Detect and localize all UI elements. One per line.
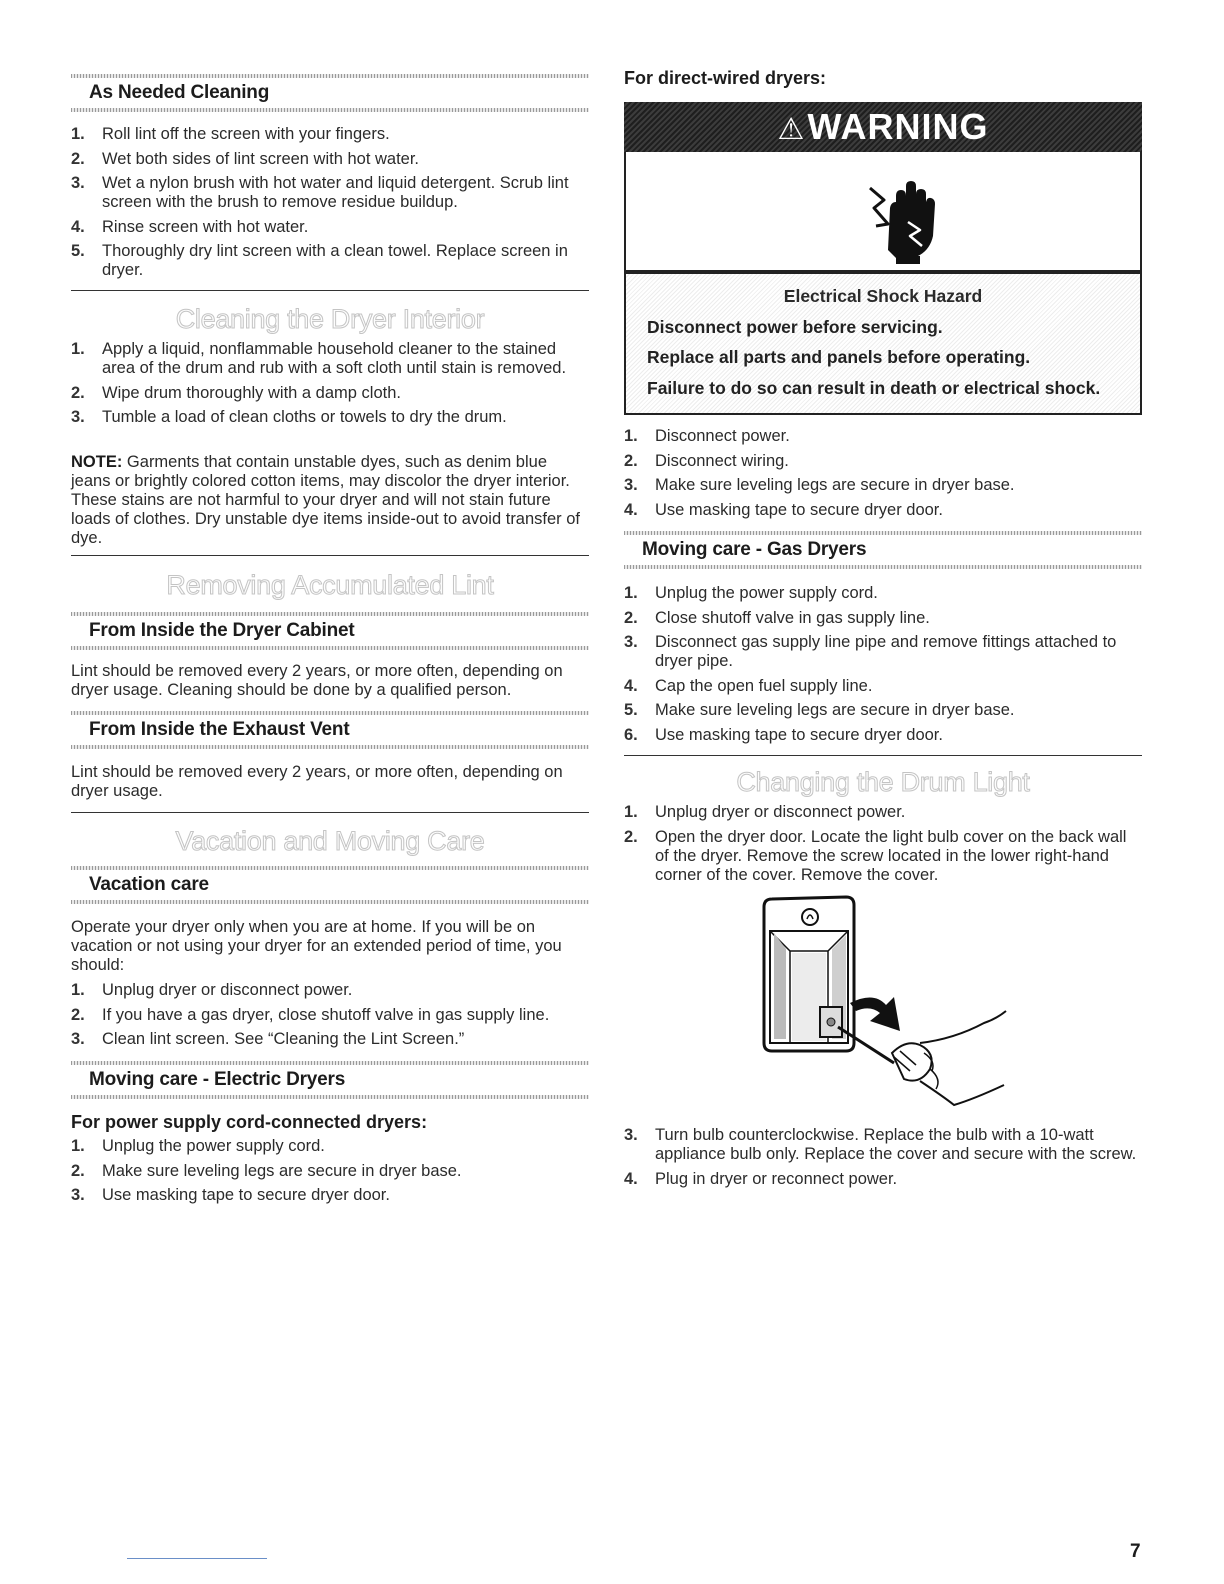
step-item bbox=[71, 1137, 589, 1156]
divider bbox=[624, 755, 1142, 756]
step-item bbox=[624, 633, 1142, 671]
footer-line bbox=[127, 1558, 267, 1559]
step-text: If you have a gas dryer, close shutoff valve in gas supply line. bbox=[102, 1005, 550, 1024]
step-text: Close shutoff valve in gas supply line. bbox=[655, 608, 930, 627]
step-number: 2. bbox=[71, 149, 85, 168]
step-item bbox=[624, 427, 1142, 446]
step-item bbox=[624, 476, 1142, 495]
step-item bbox=[71, 408, 589, 427]
step-text: Make sure leveling legs are secure in dryer base. bbox=[655, 701, 1015, 719]
step-text: Unplug dryer or disconnect power. bbox=[102, 981, 353, 999]
step-text: Use masking tape to secure dryer door. bbox=[655, 725, 943, 744]
interior-title: Cleaning the Dryer Interior bbox=[175, 304, 485, 334]
step-item bbox=[71, 1006, 589, 1025]
step-number: 1. bbox=[624, 803, 638, 821]
step-item bbox=[71, 242, 589, 280]
step-number: 3. bbox=[624, 1126, 638, 1144]
step-number: 3. bbox=[71, 1030, 85, 1048]
step-item bbox=[624, 828, 1142, 885]
step-text: Tumble a load of clean cloths or towels to dry the drum. bbox=[102, 408, 507, 426]
step-text: Disconnect power. bbox=[655, 427, 790, 445]
step-text: Rinse screen with hot water. bbox=[102, 217, 309, 236]
interior-steps bbox=[71, 340, 589, 433]
step-number: 4. bbox=[624, 500, 638, 519]
as-needed-title: As Needed Cleaning bbox=[89, 82, 270, 103]
step-text: Disconnect wiring. bbox=[655, 451, 789, 470]
gas-header bbox=[624, 531, 1142, 569]
bulb-cover-illustration bbox=[624, 893, 1142, 1118]
step-number: 3. bbox=[624, 476, 638, 494]
step-text: Clean lint screen. See “Cleaning the Lint Screen.” bbox=[102, 1030, 465, 1048]
moving-electric-title: Moving care - Electric Dryers bbox=[89, 1069, 346, 1090]
step-number: 3. bbox=[71, 408, 85, 426]
step-text: Unplug the power supply cord. bbox=[655, 584, 878, 602]
step-text: Unplug dryer or disconnect power. bbox=[655, 803, 906, 821]
warning-box bbox=[624, 102, 1142, 413]
note-label: NOTE: bbox=[71, 453, 123, 471]
step-number: 1. bbox=[624, 584, 638, 602]
step-text: Plug in dryer or reconnect power. bbox=[655, 1169, 898, 1188]
step-number: 2. bbox=[71, 1005, 85, 1024]
step-number: 3. bbox=[71, 1186, 85, 1204]
step-number: 2. bbox=[71, 383, 85, 402]
vent-text: Lint should be removed every 2 years, or more often, depending on dryer usage. bbox=[71, 763, 563, 800]
step-number: 2. bbox=[624, 451, 638, 470]
step-item bbox=[71, 1186, 589, 1205]
warning-header bbox=[624, 102, 1142, 152]
step-number: 6. bbox=[624, 725, 638, 744]
direct-wired-steps bbox=[624, 427, 1142, 525]
gas-title: Moving care - Gas Dryers bbox=[642, 539, 867, 560]
drum-light-title: Changing the Drum Light bbox=[736, 767, 1030, 797]
lint-title: Removing Accumulated Lint bbox=[166, 570, 494, 600]
step-text: Make sure leveling legs are secure in dryer base. bbox=[655, 476, 1015, 494]
warning-line: Replace all parts and panels before operating. bbox=[647, 347, 1031, 367]
step-number: 5. bbox=[624, 701, 638, 719]
vent-header bbox=[71, 711, 589, 749]
step-item bbox=[71, 150, 589, 169]
cabinet-text: Lint should be removed every 2 years, or more often, depending on dryer usage. Cleaning should be done by a qualified person. bbox=[71, 662, 563, 699]
note-text: Garments that contain unstable dyes, such as denim blue jeans or brightly colored cotton items, may discolor the dryer interior. These stains are not harmful to your dryer and will not stain future loads of clothes. Dry unstable dye items inside-out to avoid transfer of dye. bbox=[71, 453, 581, 547]
step-item bbox=[624, 677, 1142, 696]
step-number: 1. bbox=[71, 981, 85, 999]
shock-icon-panel bbox=[624, 152, 1142, 272]
step-text: Roll lint off the screen with your fingers. bbox=[102, 125, 390, 143]
step-number: 5. bbox=[71, 242, 85, 260]
step-number: 2. bbox=[624, 608, 638, 627]
step-text: Wipe drum thoroughly with a damp cloth. bbox=[102, 383, 401, 402]
interior-note bbox=[71, 453, 589, 548]
moving-electric-header bbox=[71, 1061, 589, 1099]
vacation-sub-title: Vacation care bbox=[89, 874, 209, 895]
cabinet-title: From Inside the Dryer Cabinet bbox=[89, 620, 355, 641]
step-text: Turn bulb counterclockwise. Replace the bulb with a 10-watt appliance bulb only. Replace the cover and secure with the screw. bbox=[655, 1126, 1137, 1163]
gas-steps bbox=[624, 584, 1142, 750]
step-text: Disconnect gas supply line pipe and remove fittings attached to dryer pipe. bbox=[655, 633, 1117, 670]
step-item bbox=[71, 1162, 589, 1181]
step-item bbox=[71, 384, 589, 403]
direct-wired-label: For direct-wired dryers: bbox=[624, 68, 827, 88]
warning-heading: WARNING bbox=[807, 106, 989, 147]
step-item bbox=[624, 701, 1142, 720]
step-number: 1. bbox=[71, 1137, 85, 1155]
step-item bbox=[71, 340, 589, 378]
step-item bbox=[624, 584, 1142, 603]
step-item bbox=[71, 1030, 589, 1049]
step-item bbox=[71, 981, 589, 1000]
step-item bbox=[624, 803, 1142, 822]
step-text: Unplug the power supply cord. bbox=[102, 1137, 325, 1155]
step-item bbox=[624, 1126, 1142, 1164]
drum-light-steps-a bbox=[624, 803, 1142, 890]
moving-electric-steps bbox=[71, 1137, 589, 1211]
bulb-cover-drawing bbox=[624, 893, 1142, 1118]
step-number: 4. bbox=[71, 217, 85, 236]
as-needed-steps bbox=[71, 125, 589, 286]
step-text: Apply a liquid, nonflammable household cleaner to the stained area of the drum and rub with a soft cloth until stain is removed. bbox=[102, 340, 567, 377]
step-text: Cap the open fuel supply line. bbox=[655, 676, 873, 695]
step-text: Wet a nylon brush with hot water and liquid detergent. Scrub lint screen with the brush to remove residue buildup. bbox=[102, 174, 569, 211]
hazard-title: Electrical Shock Hazard bbox=[783, 286, 983, 306]
step-number: 2. bbox=[71, 1161, 85, 1180]
divider bbox=[71, 290, 589, 291]
step-text: Use masking tape to secure dryer door. bbox=[102, 1186, 390, 1204]
step-item bbox=[624, 452, 1142, 471]
page-number: 7 bbox=[1130, 1541, 1141, 1562]
vacation-intro: Operate your dryer only when you are at home. If you will be on vacation or not using your dryer for an extended period of time, you should: bbox=[71, 918, 562, 974]
cabinet-header bbox=[71, 612, 589, 650]
step-text: Open the dryer door. Locate the light bulb cover on the back wall of the dryer. Remove the screw located in the lower right-hand corner of the cover. Remove the cover. bbox=[655, 827, 1127, 884]
divider bbox=[71, 555, 589, 556]
warning-triangle-icon: ⚠ bbox=[777, 113, 806, 146]
step-text: Make sure leveling legs are secure in dryer base. bbox=[102, 1161, 462, 1180]
step-number: 1. bbox=[71, 125, 85, 143]
step-item bbox=[71, 174, 589, 212]
cord-connected-label: For power supply cord-connected dryers: bbox=[71, 1112, 428, 1132]
divider bbox=[71, 812, 589, 813]
step-number: 4. bbox=[624, 676, 638, 695]
vacation-title: Vacation and Moving Care bbox=[175, 826, 485, 856]
step-number: 4. bbox=[624, 1169, 638, 1188]
warning-body bbox=[624, 272, 1142, 415]
step-number: 3. bbox=[624, 633, 638, 651]
step-number: 1. bbox=[624, 427, 638, 445]
step-number: 3. bbox=[71, 174, 85, 192]
step-text: Use masking tape to secure dryer door. bbox=[655, 500, 943, 519]
step-item bbox=[624, 1170, 1142, 1189]
step-number: 1. bbox=[71, 340, 85, 358]
vacation-steps bbox=[71, 981, 589, 1055]
step-text: Wet both sides of lint screen with hot water. bbox=[102, 149, 420, 168]
warning-line: Failure to do so can result in death or electrical shock. bbox=[647, 378, 1101, 398]
step-text: Thoroughly dry lint screen with a clean towel. Replace screen in dryer. bbox=[102, 242, 568, 279]
vent-title: From Inside the Exhaust Vent bbox=[89, 719, 350, 740]
step-item bbox=[624, 501, 1142, 520]
step-item bbox=[624, 726, 1142, 745]
vacation-header bbox=[71, 866, 589, 904]
step-item bbox=[71, 218, 589, 237]
step-item bbox=[624, 609, 1142, 628]
step-number: 2. bbox=[624, 827, 638, 846]
warning-line: Disconnect power before servicing. bbox=[647, 317, 943, 337]
drum-light-steps-b bbox=[624, 1126, 1142, 1194]
electric-shock-hand-icon bbox=[626, 152, 1140, 270]
as-needed-header bbox=[71, 74, 589, 112]
step-item bbox=[71, 125, 589, 144]
